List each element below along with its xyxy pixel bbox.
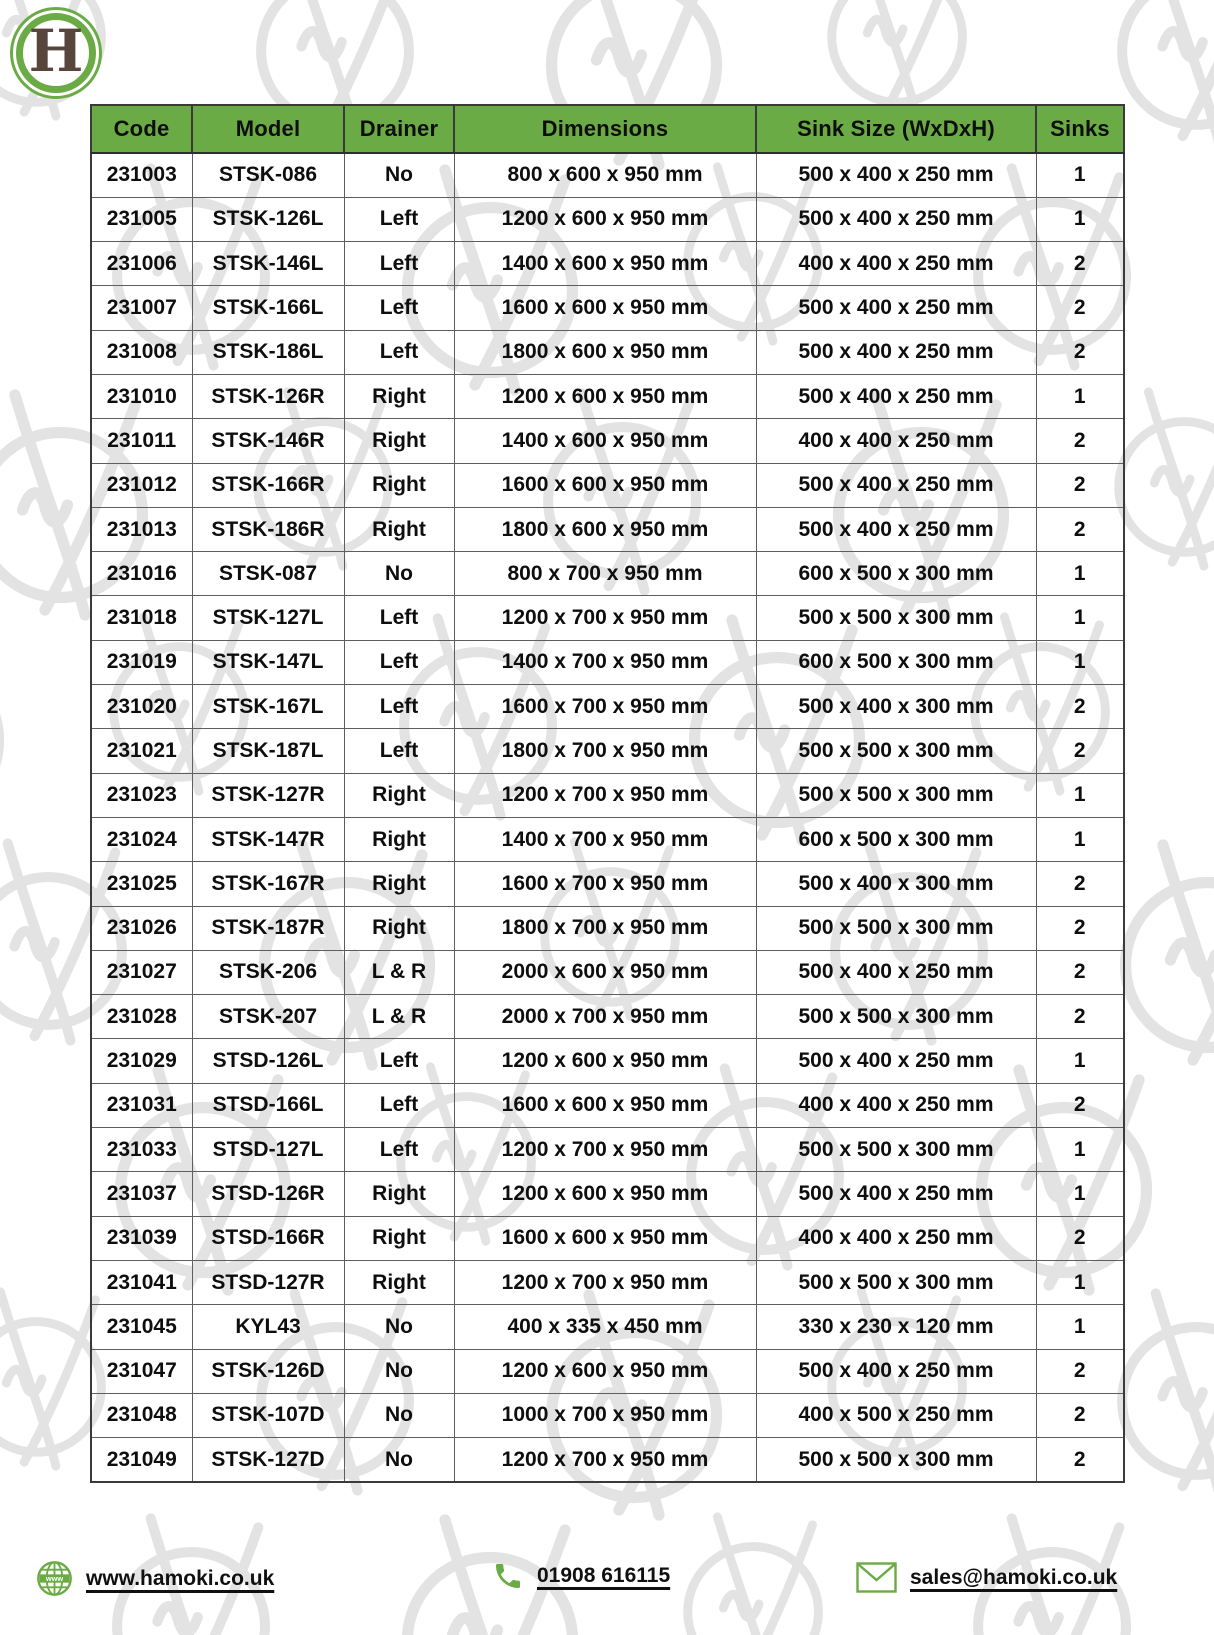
cell-code: 231005 bbox=[91, 197, 192, 241]
cell-model: STSD-126R bbox=[192, 1172, 344, 1216]
cell-sink-size: 500 x 400 x 250 mm bbox=[756, 374, 1036, 418]
cell-dimensions: 1600 x 600 x 950 mm bbox=[454, 1216, 756, 1260]
cell-drainer: Right bbox=[344, 1216, 454, 1260]
cell-dimensions: 1200 x 600 x 950 mm bbox=[454, 1039, 756, 1083]
phone-number-link[interactable]: 01908 616115 bbox=[537, 1564, 671, 1587]
cell-model: STSK-126L bbox=[192, 197, 344, 241]
cell-sink-size: 500 x 400 x 250 mm bbox=[756, 507, 1036, 551]
cell-code: 231019 bbox=[91, 640, 192, 684]
cell-drainer: Right bbox=[344, 1172, 454, 1216]
cell-model: STSK-147L bbox=[192, 640, 344, 684]
cell-model: STSK-127D bbox=[192, 1438, 344, 1482]
table-row bbox=[91, 153, 1124, 197]
table-row bbox=[91, 1393, 1124, 1437]
cell-sink-size: 500 x 400 x 250 mm bbox=[756, 286, 1036, 330]
cell-drainer: Left bbox=[344, 1128, 454, 1172]
footer-phone bbox=[492, 1560, 670, 1592]
table-row bbox=[91, 862, 1124, 906]
table-row bbox=[91, 1305, 1124, 1349]
cell-sink-size: 500 x 400 x 300 mm bbox=[756, 685, 1036, 729]
cell-dimensions: 1200 x 700 x 950 mm bbox=[454, 773, 756, 817]
cell-drainer: Right bbox=[344, 507, 454, 551]
cell-sink-size: 500 x 400 x 250 mm bbox=[756, 153, 1036, 197]
cell-sink-size: 500 x 400 x 250 mm bbox=[756, 1039, 1036, 1083]
table-row bbox=[91, 950, 1124, 994]
cell-sinks: 2 bbox=[1036, 995, 1124, 1039]
cell-dimensions: 1800 x 700 x 950 mm bbox=[454, 729, 756, 773]
cell-code: 231039 bbox=[91, 1216, 192, 1260]
cell-sink-size: 600 x 500 x 300 mm bbox=[756, 640, 1036, 684]
cell-sinks: 1 bbox=[1036, 197, 1124, 241]
footer-email bbox=[856, 1562, 1117, 1593]
cell-model: STSK-167L bbox=[192, 685, 344, 729]
cell-model: STSD-127L bbox=[192, 1128, 344, 1172]
cell-model: STSK-087 bbox=[192, 552, 344, 596]
cell-code: 231045 bbox=[91, 1305, 192, 1349]
header-cell-drainer: Drainer bbox=[344, 105, 454, 153]
cell-code: 231021 bbox=[91, 729, 192, 773]
cell-dimensions: 2000 x 600 x 950 mm bbox=[454, 950, 756, 994]
cell-drainer: No bbox=[344, 1349, 454, 1393]
cell-sink-size: 400 x 400 x 250 mm bbox=[756, 1083, 1036, 1127]
cell-code: 231031 bbox=[91, 1083, 192, 1127]
table-row bbox=[91, 995, 1124, 1039]
globe-icon bbox=[36, 1560, 73, 1597]
cell-dimensions: 1200 x 700 x 950 mm bbox=[454, 1260, 756, 1304]
table-row bbox=[91, 419, 1124, 463]
cell-sinks: 2 bbox=[1036, 1393, 1124, 1437]
cell-dimensions: 1600 x 600 x 950 mm bbox=[454, 286, 756, 330]
cell-model: STSK-127R bbox=[192, 773, 344, 817]
cell-drainer: No bbox=[344, 1393, 454, 1437]
cell-drainer: L & R bbox=[344, 995, 454, 1039]
cell-sink-size: 500 x 500 x 300 mm bbox=[756, 1128, 1036, 1172]
cell-code: 231027 bbox=[91, 950, 192, 994]
cell-drainer: Left bbox=[344, 1039, 454, 1083]
cell-drainer: Left bbox=[344, 286, 454, 330]
table-row bbox=[91, 552, 1124, 596]
cell-drainer: Right bbox=[344, 773, 454, 817]
cell-sinks: 2 bbox=[1036, 286, 1124, 330]
cell-sink-size: 400 x 400 x 250 mm bbox=[756, 419, 1036, 463]
email-link[interactable]: sales@hamoki.co.uk bbox=[910, 1565, 1118, 1589]
cell-dimensions: 1200 x 600 x 950 mm bbox=[454, 1349, 756, 1393]
table-row bbox=[91, 1172, 1124, 1216]
cell-sink-size: 330 x 230 x 120 mm bbox=[756, 1305, 1036, 1349]
cell-model: STSK-086 bbox=[192, 153, 344, 197]
cell-code: 231012 bbox=[91, 463, 192, 507]
website-link[interactable]: www.hamoki.co.uk bbox=[86, 1566, 275, 1590]
cell-sinks: 1 bbox=[1036, 1260, 1124, 1304]
svg-text:www: www bbox=[45, 1574, 64, 1584]
cell-sink-size: 600 x 500 x 300 mm bbox=[756, 817, 1036, 861]
cell-dimensions: 1200 x 600 x 950 mm bbox=[454, 197, 756, 241]
cell-model: STSK-166L bbox=[192, 286, 344, 330]
cell-model: STSD-166R bbox=[192, 1216, 344, 1260]
table-row bbox=[91, 507, 1124, 551]
cell-sinks: 2 bbox=[1036, 862, 1124, 906]
cell-drainer: Right bbox=[344, 862, 454, 906]
cell-sinks: 2 bbox=[1036, 1216, 1124, 1260]
cell-drainer: Left bbox=[344, 685, 454, 729]
envelope-icon bbox=[856, 1562, 897, 1593]
cell-code: 231011 bbox=[91, 419, 192, 463]
cell-code: 231049 bbox=[91, 1438, 192, 1482]
cell-sinks: 1 bbox=[1036, 1128, 1124, 1172]
cell-sink-size: 500 x 500 x 300 mm bbox=[756, 773, 1036, 817]
cell-code: 231029 bbox=[91, 1039, 192, 1083]
cell-sink-size: 400 x 400 x 250 mm bbox=[756, 242, 1036, 286]
table-row bbox=[91, 197, 1124, 241]
cell-drainer: Right bbox=[344, 906, 454, 950]
cell-dimensions: 800 x 600 x 950 mm bbox=[454, 153, 756, 197]
cell-model: STSK-207 bbox=[192, 995, 344, 1039]
cell-drainer: Left bbox=[344, 197, 454, 241]
cell-drainer: Right bbox=[344, 817, 454, 861]
cell-drainer: Left bbox=[344, 330, 454, 374]
table-row bbox=[91, 1128, 1124, 1172]
cell-sink-size: 500 x 400 x 300 mm bbox=[756, 862, 1036, 906]
cell-model: STSD-166L bbox=[192, 1083, 344, 1127]
cell-model: STSK-206 bbox=[192, 950, 344, 994]
cell-sink-size: 600 x 500 x 300 mm bbox=[756, 552, 1036, 596]
cell-drainer: Right bbox=[344, 374, 454, 418]
table-row bbox=[91, 817, 1124, 861]
table-header-row bbox=[91, 105, 1124, 153]
cell-model: STSK-147R bbox=[192, 817, 344, 861]
header-cell-sinks: Sinks bbox=[1036, 105, 1124, 153]
cell-sink-size: 500 x 400 x 250 mm bbox=[756, 330, 1036, 374]
cell-drainer: Right bbox=[344, 1260, 454, 1304]
cell-code: 231047 bbox=[91, 1349, 192, 1393]
cell-dimensions: 1000 x 700 x 950 mm bbox=[454, 1393, 756, 1437]
cell-dimensions: 1600 x 600 x 950 mm bbox=[454, 1083, 756, 1127]
table-row bbox=[91, 286, 1124, 330]
cell-model: STSK-166R bbox=[192, 463, 344, 507]
table-row bbox=[91, 773, 1124, 817]
header-cell-sink-size: Sink Size (WxDxH) bbox=[756, 105, 1036, 153]
cell-sinks: 1 bbox=[1036, 596, 1124, 640]
cell-sink-size: 500 x 500 x 300 mm bbox=[756, 1260, 1036, 1304]
cell-code: 231003 bbox=[91, 153, 192, 197]
cell-sinks: 1 bbox=[1036, 640, 1124, 684]
cell-sink-size: 500 x 500 x 300 mm bbox=[756, 729, 1036, 773]
cell-sink-size: 500 x 400 x 250 mm bbox=[756, 463, 1036, 507]
cell-code: 231007 bbox=[91, 286, 192, 330]
cell-sinks: 2 bbox=[1036, 1349, 1124, 1393]
cell-dimensions: 1400 x 700 x 950 mm bbox=[454, 640, 756, 684]
header-cell-dimensions: Dimensions bbox=[454, 105, 756, 153]
cell-sinks: 2 bbox=[1036, 330, 1124, 374]
cell-drainer: No bbox=[344, 1438, 454, 1482]
cell-model: STSK-107D bbox=[192, 1393, 344, 1437]
cell-dimensions: 1200 x 700 x 950 mm bbox=[454, 596, 756, 640]
cell-dimensions: 800 x 700 x 950 mm bbox=[454, 552, 756, 596]
cell-sinks: 2 bbox=[1036, 685, 1124, 729]
table-row bbox=[91, 1349, 1124, 1393]
cell-code: 231026 bbox=[91, 906, 192, 950]
cell-drainer: Left bbox=[344, 729, 454, 773]
cell-model: STSK-186R bbox=[192, 507, 344, 551]
cell-sinks: 1 bbox=[1036, 1305, 1124, 1349]
cell-dimensions: 2000 x 700 x 950 mm bbox=[454, 995, 756, 1039]
cell-sinks: 2 bbox=[1036, 906, 1124, 950]
cell-sink-size: 500 x 500 x 300 mm bbox=[756, 596, 1036, 640]
table-row bbox=[91, 1438, 1124, 1482]
cell-model: STSK-187L bbox=[192, 729, 344, 773]
cell-sink-size: 500 x 400 x 250 mm bbox=[756, 950, 1036, 994]
cell-code: 231028 bbox=[91, 995, 192, 1039]
cell-drainer: Left bbox=[344, 596, 454, 640]
cell-sinks: 2 bbox=[1036, 507, 1124, 551]
cell-model: STSK-127L bbox=[192, 596, 344, 640]
cell-dimensions: 1400 x 700 x 950 mm bbox=[454, 817, 756, 861]
cell-sinks: 2 bbox=[1036, 242, 1124, 286]
table-row bbox=[91, 1260, 1124, 1304]
cell-sinks: 1 bbox=[1036, 153, 1124, 197]
cell-sink-size: 500 x 500 x 300 mm bbox=[756, 1438, 1036, 1482]
cell-model: STSK-146L bbox=[192, 242, 344, 286]
cell-code: 231010 bbox=[91, 374, 192, 418]
table-row bbox=[91, 906, 1124, 950]
cell-sink-size: 400 x 400 x 250 mm bbox=[756, 1216, 1036, 1260]
cell-sinks: 1 bbox=[1036, 374, 1124, 418]
header-cell-code: Code bbox=[91, 105, 192, 153]
cell-drainer: Right bbox=[344, 463, 454, 507]
cell-code: 231016 bbox=[91, 552, 192, 596]
table-row bbox=[91, 330, 1124, 374]
cell-code: 231023 bbox=[91, 773, 192, 817]
cell-code: 231041 bbox=[91, 1260, 192, 1304]
cell-dimensions: 1200 x 700 x 950 mm bbox=[454, 1438, 756, 1482]
cell-sinks: 2 bbox=[1036, 1083, 1124, 1127]
cell-sink-size: 500 x 500 x 300 mm bbox=[756, 995, 1036, 1039]
cell-sinks: 2 bbox=[1036, 1438, 1124, 1482]
cell-dimensions: 1200 x 600 x 950 mm bbox=[454, 1172, 756, 1216]
cell-model: STSK-186L bbox=[192, 330, 344, 374]
cell-model: STSK-126R bbox=[192, 374, 344, 418]
table-row bbox=[91, 1039, 1124, 1083]
cell-code: 231033 bbox=[91, 1128, 192, 1172]
cell-dimensions: 1400 x 600 x 950 mm bbox=[454, 419, 756, 463]
cell-model: STSD-127R bbox=[192, 1260, 344, 1304]
product-table bbox=[90, 104, 1125, 1483]
footer-website bbox=[36, 1560, 274, 1597]
cell-drainer: No bbox=[344, 153, 454, 197]
cell-model: STSK-187R bbox=[192, 906, 344, 950]
table-row bbox=[91, 640, 1124, 684]
cell-model: STSK-167R bbox=[192, 862, 344, 906]
cell-sinks: 1 bbox=[1036, 1039, 1124, 1083]
cell-sinks: 1 bbox=[1036, 773, 1124, 817]
cell-code: 231018 bbox=[91, 596, 192, 640]
table-row bbox=[91, 1083, 1124, 1127]
footer bbox=[0, 1552, 1214, 1612]
brand-watermark-icon bbox=[0, 605, 51, 855]
phone-icon bbox=[492, 1560, 524, 1592]
table-row bbox=[91, 729, 1124, 773]
table-row bbox=[91, 463, 1124, 507]
cell-dimensions: 1800 x 600 x 950 mm bbox=[454, 507, 756, 551]
cell-model: KYL43 bbox=[192, 1305, 344, 1349]
cell-dimensions: 1600 x 700 x 950 mm bbox=[454, 685, 756, 729]
cell-model: STSK-126D bbox=[192, 1349, 344, 1393]
cell-sink-size: 500 x 400 x 250 mm bbox=[756, 1349, 1036, 1393]
cell-sink-size: 500 x 400 x 250 mm bbox=[756, 197, 1036, 241]
cell-drainer: Left bbox=[344, 242, 454, 286]
cell-drainer: Left bbox=[344, 640, 454, 684]
cell-sinks: 2 bbox=[1036, 729, 1124, 773]
table-row bbox=[91, 1216, 1124, 1260]
cell-sinks: 1 bbox=[1036, 1172, 1124, 1216]
cell-dimensions: 1600 x 600 x 950 mm bbox=[454, 463, 756, 507]
cell-drainer: No bbox=[344, 1305, 454, 1349]
cell-sink-size: 500 x 400 x 250 mm bbox=[756, 1172, 1036, 1216]
cell-drainer: Left bbox=[344, 1083, 454, 1127]
cell-code: 231024 bbox=[91, 817, 192, 861]
cell-sinks: 2 bbox=[1036, 419, 1124, 463]
logo-letter: H bbox=[28, 17, 84, 85]
cell-dimensions: 1800 x 600 x 950 mm bbox=[454, 330, 756, 374]
cell-model: STSK-146R bbox=[192, 419, 344, 463]
brand-watermark-icon bbox=[0, 1055, 25, 1279]
cell-code: 231048 bbox=[91, 1393, 192, 1437]
cell-drainer: No bbox=[344, 552, 454, 596]
cell-dimensions: 1400 x 600 x 950 mm bbox=[454, 242, 756, 286]
hamoki-logo bbox=[10, 7, 102, 99]
header-cell-model: Model bbox=[192, 105, 344, 153]
table-row bbox=[91, 242, 1124, 286]
cell-sinks: 1 bbox=[1036, 552, 1124, 596]
table-row bbox=[91, 374, 1124, 418]
cell-sink-size: 500 x 500 x 300 mm bbox=[756, 906, 1036, 950]
cell-dimensions: 1200 x 700 x 950 mm bbox=[454, 1128, 756, 1172]
cell-code: 231025 bbox=[91, 862, 192, 906]
cell-dimensions: 400 x 335 x 450 mm bbox=[454, 1305, 756, 1349]
cell-sinks: 2 bbox=[1036, 950, 1124, 994]
cell-drainer: Right bbox=[344, 419, 454, 463]
cell-drainer: L & R bbox=[344, 950, 454, 994]
cell-model: STSD-126L bbox=[192, 1039, 344, 1083]
cell-sinks: 1 bbox=[1036, 817, 1124, 861]
cell-code: 231037 bbox=[91, 1172, 192, 1216]
table-row bbox=[91, 596, 1124, 640]
cell-code: 231006 bbox=[91, 242, 192, 286]
cell-code: 231013 bbox=[91, 507, 192, 551]
cell-dimensions: 1600 x 700 x 950 mm bbox=[454, 862, 756, 906]
cell-dimensions: 1200 x 600 x 950 mm bbox=[454, 374, 756, 418]
cell-sinks: 2 bbox=[1036, 463, 1124, 507]
cell-sink-size: 400 x 500 x 250 mm bbox=[756, 1393, 1036, 1437]
table-row bbox=[91, 685, 1124, 729]
cell-code: 231020 bbox=[91, 685, 192, 729]
cell-dimensions: 1800 x 700 x 950 mm bbox=[454, 906, 756, 950]
cell-code: 231008 bbox=[91, 330, 192, 374]
